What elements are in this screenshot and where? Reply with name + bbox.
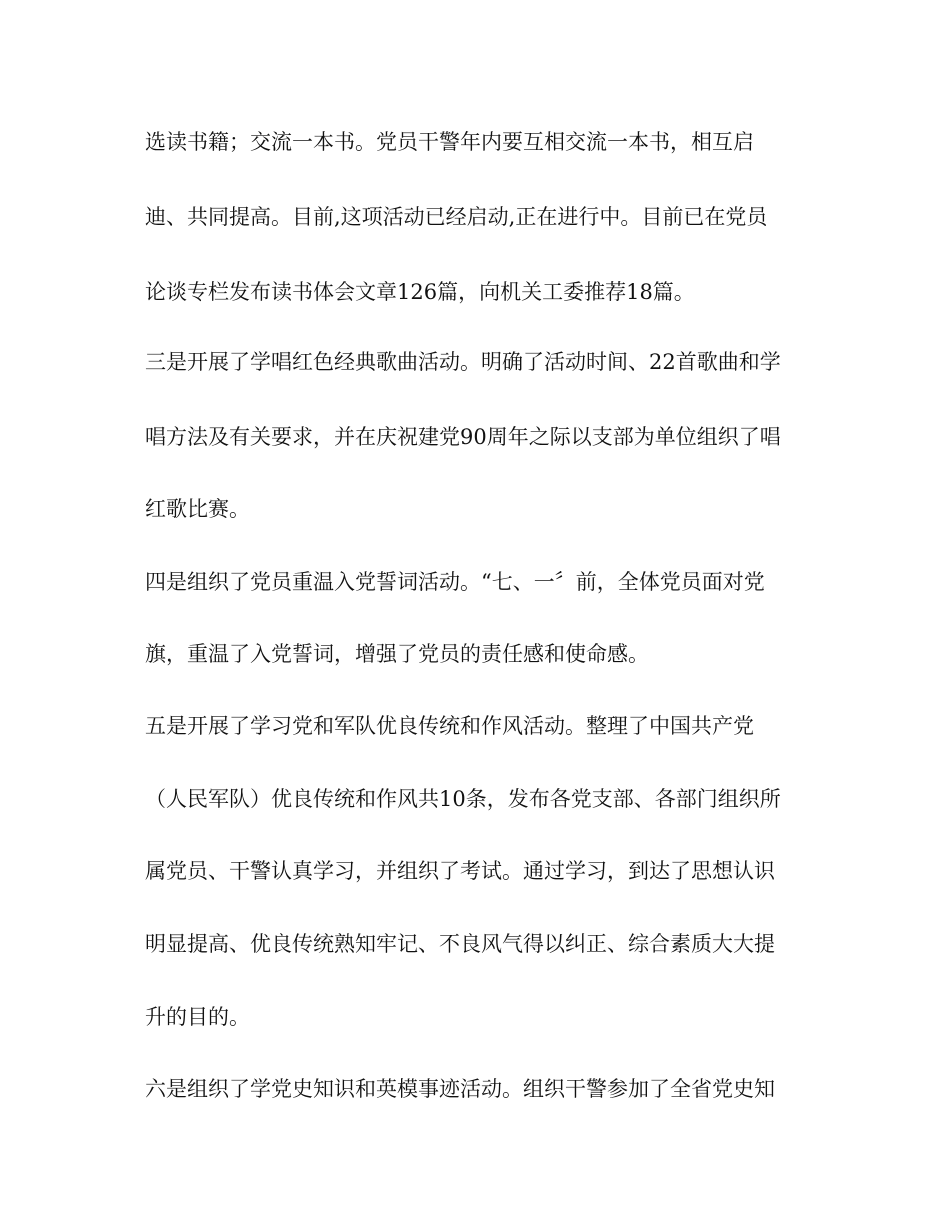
text-line: 五是开展了学习党和军队优良传统和作风活动。整理了中国共产党: [145, 714, 754, 738]
text-line: 论谈专栏发布读书体会文章126篇，向机关工委推荐18篇。: [145, 280, 695, 304]
text-line: 明显提高、优良传统熟知牢记、不良风气得以纠正、综合素质大大提: [145, 932, 775, 956]
text-line: （人民军队）优良传统和作风共10条，发布各党支部、各部门组织所: [145, 787, 781, 811]
text-line: 迪、共同提高。目前,这项活动已经启动,正在进行中。目前已在党员: [145, 205, 768, 229]
text-line: 六是组织了学党史知识和英模事迹活动。组织干警参加了全省党史知: [145, 1077, 775, 1101]
text-line: 升的目的。: [145, 1005, 250, 1029]
text-line: 唱方法及有关要求，并在庆祝建党90周年之际以支部为单位组织了唱: [145, 425, 781, 449]
text-line: 选读书籍；交流一本书。党员干警年内要互相交流一本书，相互启: [145, 130, 754, 154]
text-line: 红歌比赛。: [145, 497, 250, 521]
text-line: 旗，重温了入党誓词，增强了党员的责任感和使命感。: [145, 642, 649, 666]
text-line: 属党员、干警认真学习，并组织了考试。通过学习，到达了思想认识: [145, 859, 775, 883]
text-line: 四是组织了党员重温入党誓词活动。“七、一〞前，全体党员面对党: [145, 570, 765, 594]
text-line: 三是开展了学唱红色经典歌曲活动。明确了活动时间、22首歌曲和学: [145, 350, 781, 374]
